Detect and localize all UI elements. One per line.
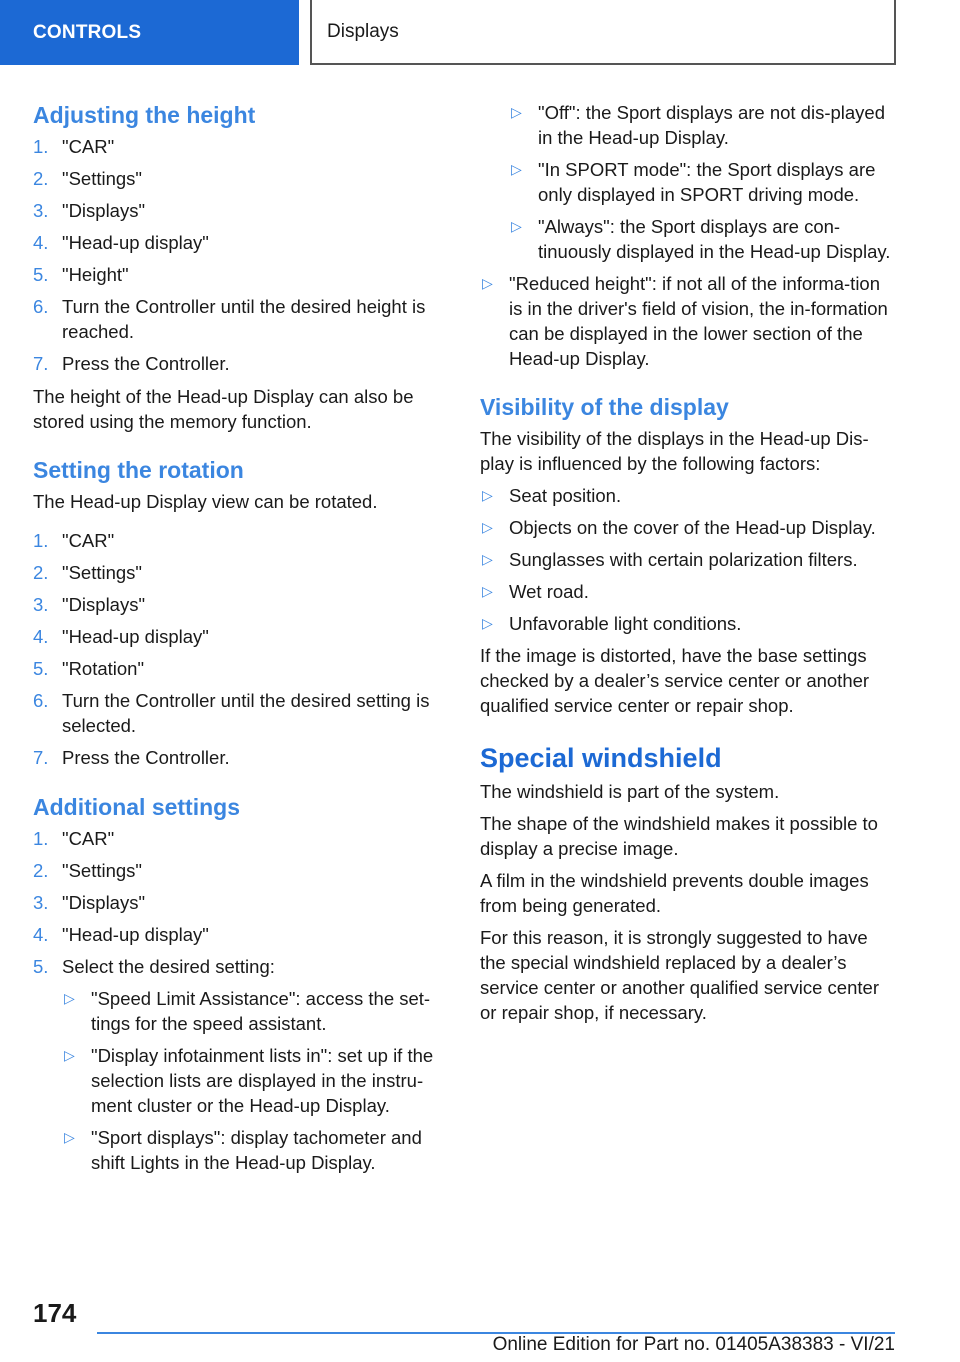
list-item: 2. "Settings" — [33, 562, 142, 583]
list-item: 2. "Settings" — [33, 860, 142, 881]
list-item: 4. "Head-up display" — [33, 924, 209, 945]
list-item: ▷ Seat position. — [482, 485, 622, 506]
heading-adjusting-height: Adjusting the height — [33, 102, 256, 128]
heading-special-windshield: Special windshield — [480, 743, 722, 773]
height-steps — [33, 134, 451, 376]
list-item: 4. "Head-up display" — [33, 626, 209, 647]
list-item: 6. Turn the Controller until the desired setting is selected. — [33, 690, 430, 736]
list-item: 3. "Displays" — [33, 892, 146, 913]
triangle-bullet-icon: ▷ — [482, 583, 493, 599]
list-item: ▷ "Speed Limit Assistance": access the set-tings for the speed assistant. — [64, 988, 431, 1034]
triangle-bullet-icon: ▷ — [482, 615, 493, 631]
heading-additional-settings: Additional settings — [33, 794, 240, 820]
left-column — [33, 100, 451, 1183]
list-item: 2. "Settings" — [33, 168, 142, 189]
rotation-intro: The Head-up Display view can be rotated. — [33, 491, 378, 512]
triangle-bullet-icon: ▷ — [482, 551, 493, 567]
list-item: ▷ "Sport displays": display tachometer and shift Lights in the Head-up Display. — [64, 1127, 422, 1173]
list-item: ▷ "Reduced height": if not all of the informa-tion is in the driver's field of vision, the in-formation can be displayed in the lower section of the Head-up Display. — [482, 273, 888, 369]
list-item: ▷ Objects on the cover of the Head-up Display. — [482, 517, 876, 538]
heading-visibility: Visibility of the display — [480, 394, 729, 420]
additional-steps — [33, 826, 451, 1175]
list-item: 5. "Rotation" — [33, 658, 145, 679]
list-item: 4. "Head-up display" — [33, 232, 209, 253]
triangle-bullet-icon: ▷ — [482, 275, 493, 291]
list-item: 7. Press the Controller. — [33, 747, 230, 768]
sport-display-options — [509, 100, 898, 264]
triangle-bullet-icon: ▷ — [511, 218, 522, 234]
setting-options — [62, 986, 451, 1175]
right-column — [480, 100, 898, 1032]
triangle-bullet-icon: ▷ — [64, 1129, 75, 1145]
triangle-bullet-icon: ▷ — [511, 161, 522, 177]
visibility-factors — [480, 483, 898, 636]
windshield-paragraph: The shape of the windshield makes it possible to display a precise image. — [480, 813, 878, 859]
list-item: 6. Turn the Controller until the desired height is reached. — [33, 296, 426, 342]
section-tab[interactable]: CONTROLS — [0, 0, 299, 65]
list-item: ▷ "In SPORT mode": the Sport displays are only displayed in SPORT driving mode. — [511, 159, 876, 205]
edition-note: Online Edition for Part no. 01405A38383 - VI/21 — [492, 1334, 895, 1355]
list-item: 5. Select the desired setting: ▷ "Speed Limit Assistance": access the set-tings for the speed assistant. ▷ "Display infotainment lists in": set up if the selection lists are displayed in the instru-ment cluster or the Head-up Display. ▷ "Sport displays": display tachometer and shift Lights in the Head-up Display. — [33, 954, 451, 1175]
list-item: ▷ "Off": the Sport displays are not dis-played in the Head-up Display. — [511, 102, 886, 148]
windshield-paragraph: For this reason, it is strongly suggested to have the special windshield replaced by a dealer’s service center or another qualified service center or repair shop, if necessary. — [480, 927, 879, 1023]
triangle-bullet-icon: ▷ — [64, 1047, 75, 1063]
list-item: ▷ "Always": the Sport displays are con-tinuously displayed in the Head-up Display. — [511, 216, 891, 262]
windshield-paragraph: A film in the windshield prevents double images from being generated. — [480, 870, 869, 916]
list-item: 3. "Displays" — [33, 200, 146, 221]
topic-tab[interactable]: Displays — [310, 0, 896, 65]
visibility-intro: The visibility of the displays in the Head-up Dis-play is influenced by the following factors: — [480, 428, 869, 474]
list-item: 1. "CAR" — [33, 136, 115, 157]
triangle-bullet-icon: ▷ — [64, 990, 75, 1006]
list-item: 5. "Height" — [33, 264, 129, 285]
list-item: ▷ Unfavorable light conditions. — [482, 613, 742, 634]
page-number: 174 — [33, 1298, 77, 1328]
heading-setting-rotation: Setting the rotation — [33, 457, 244, 483]
list-item: 3. "Displays" — [33, 594, 146, 615]
rotation-steps — [33, 528, 451, 770]
triangle-bullet-icon: ▷ — [482, 487, 493, 503]
triangle-bullet-icon: ▷ — [482, 519, 493, 535]
list-item: ▷ "Display infotainment lists in": set up if the selection lists are displayed in the instru-ment cluster or the Head-up Display. — [64, 1045, 434, 1116]
list-item: 1. "CAR" — [33, 530, 115, 551]
reduced-height-option — [480, 271, 898, 371]
list-item: ▷ Sunglasses with certain polarization filters. — [482, 549, 858, 570]
height-memory-note: The height of the Head-up Display can also be stored using the memory function. — [33, 386, 414, 432]
triangle-bullet-icon: ▷ — [511, 104, 522, 120]
distortion-note: If the image is distorted, have the base settings checked by a dealer’s service center or another qualified service center or repair shop. — [480, 645, 870, 716]
list-item: ▷ Wet road. — [482, 581, 589, 602]
windshield-paragraph: The windshield is part of the system. — [480, 781, 780, 802]
list-item: 1. "CAR" — [33, 828, 115, 849]
list-item: 7. Press the Controller. — [33, 353, 230, 374]
